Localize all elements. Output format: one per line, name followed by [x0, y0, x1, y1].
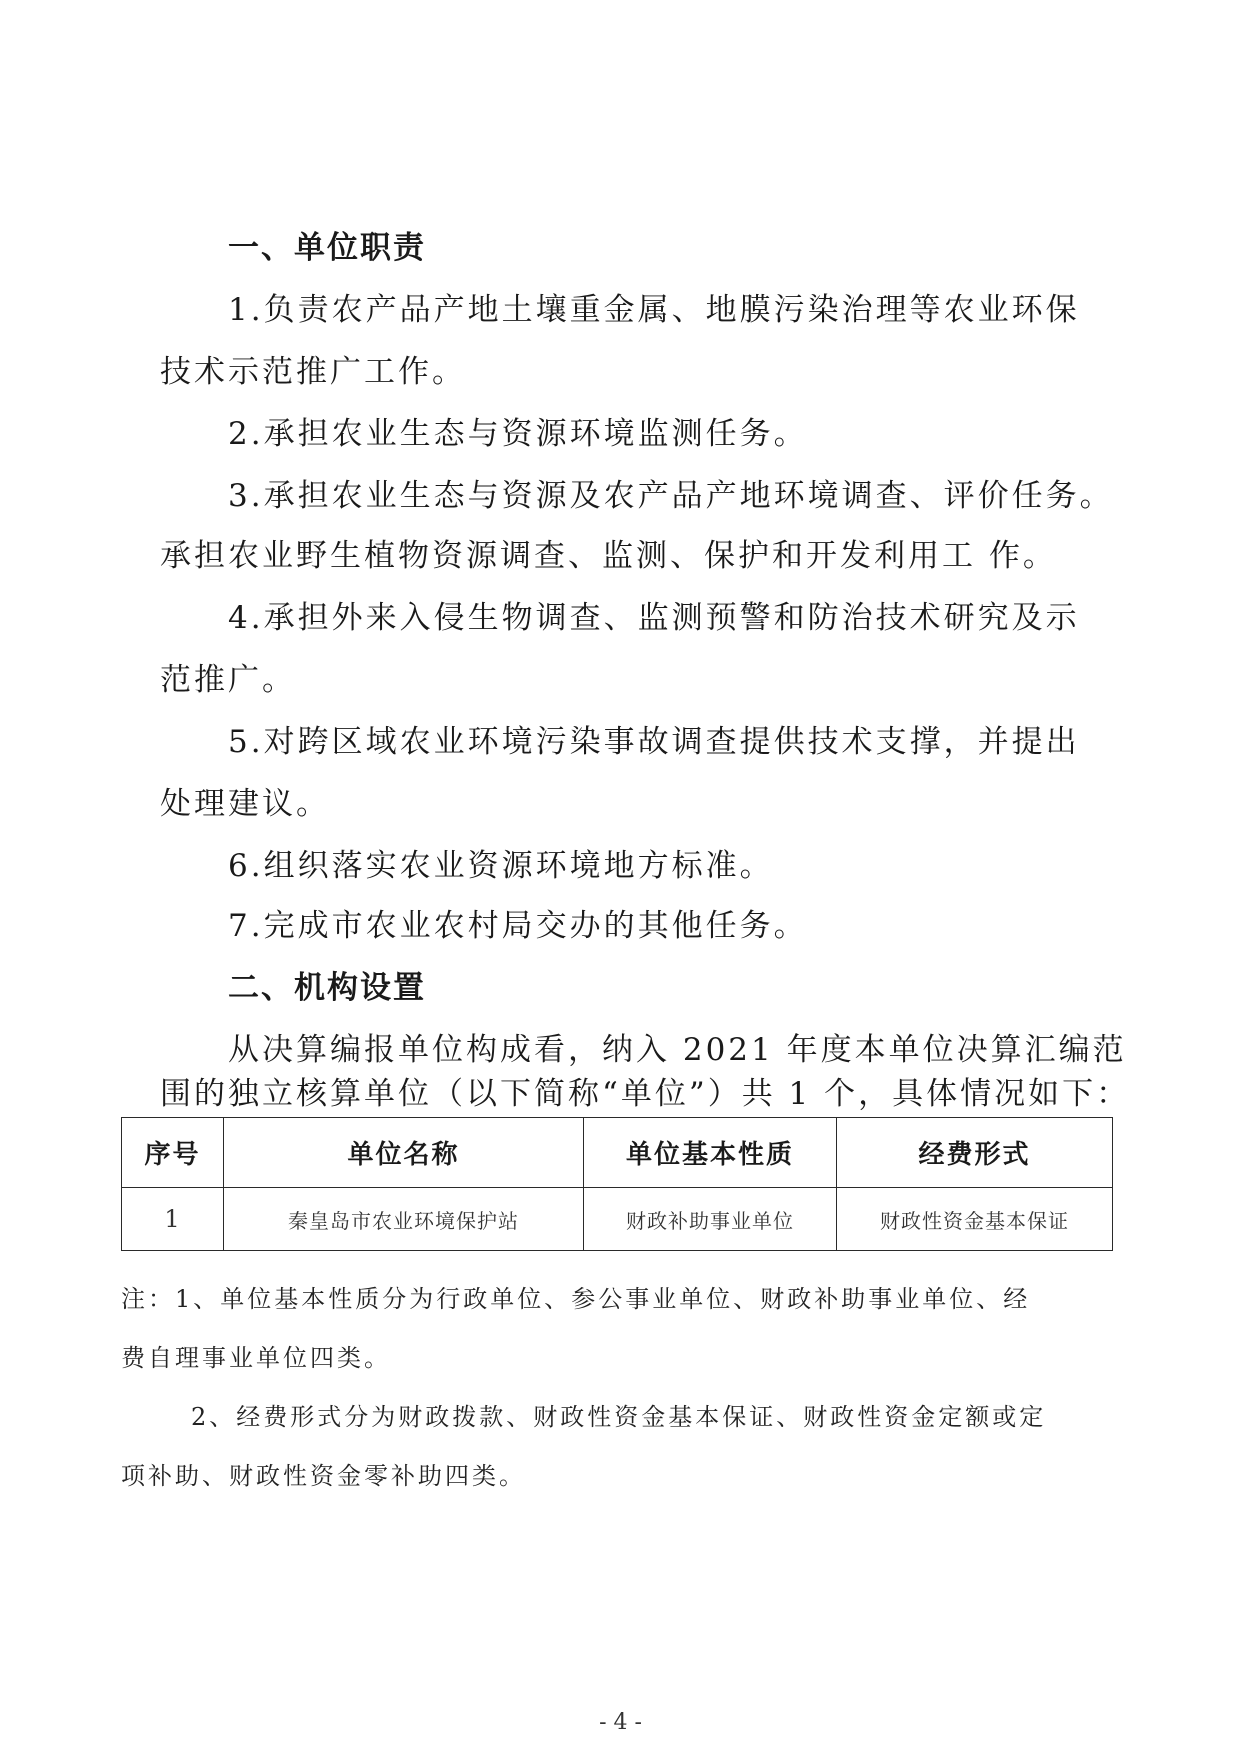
duty-item-2: 2.承担农业生态与资源环境监测任务。: [228, 416, 808, 452]
table-header-row: [122, 1118, 1113, 1188]
section-heading-duties: 一、单位职责: [228, 230, 426, 266]
duty-item-7: 7.完成市农业农村局交办的其他任务。: [228, 908, 808, 944]
note-2-line-1: 2、经费形式分为财政拨款、财政性资金基本保证、财政性资金定额或定: [191, 1403, 1047, 1431]
section-heading-organization: 二、机构设置: [228, 970, 426, 1006]
header-serial: 序号: [122, 1118, 224, 1188]
organization-intro-line-2: 围的独立核算单位（以下简称“单位”）共 1 个，具体情况如下：: [160, 1076, 1131, 1112]
page-number: - 4 -: [599, 1710, 642, 1735]
cell-serial: 1: [122, 1188, 224, 1251]
header-funding-form: 经费形式: [837, 1118, 1113, 1188]
note-2-line-2: 项补助、财政性资金零补助四类。: [121, 1462, 526, 1490]
cell-funding-form: 财政性资金基本保证: [837, 1188, 1113, 1251]
duty-item-1-line-1: 1.负责农产品产地土壤重金属、地膜污染治理等农业环保: [228, 292, 1080, 328]
duty-item-3-line-2: 承担农业野生植物资源调查、监测、保护和开发利用工 作。: [160, 538, 1057, 574]
header-unit-nature: 单位基本性质: [584, 1118, 837, 1188]
duty-item-1-line-2: 技术示范推广工作。: [160, 354, 466, 390]
cell-unit-name: 秦皇岛市农业环境保护站: [224, 1188, 584, 1251]
duty-item-5-line-2: 处理建议。: [160, 786, 330, 822]
duty-item-3-line-1: 3.承担农业生态与资源及农产品产地环境调查、评价任务。: [228, 478, 1114, 514]
table-row: [122, 1188, 1113, 1251]
duty-item-4-line-1: 4.承担外来入侵生物调查、监测预警和防治技术研究及示: [228, 600, 1080, 636]
duty-item-6: 6.组织落实农业资源环境地方标准。: [228, 848, 774, 884]
duty-item-4-line-2: 范推广。: [160, 662, 296, 698]
cell-unit-nature: 财政补助事业单位: [584, 1188, 837, 1251]
organization-intro-line-1: 从决算编报单位构成看，纳入 2021 年度本单位决算汇编范: [228, 1032, 1127, 1068]
header-unit-name: 单位名称: [224, 1118, 584, 1188]
note-1-line-2: 费自理事业单位四类。: [121, 1344, 391, 1372]
unit-table: [121, 1117, 1113, 1251]
note-1-line-1: 注：1、单位基本性质分为行政单位、参公事业单位、财政补助事业单位、经: [121, 1285, 1031, 1313]
duty-item-5-line-1: 5.对跨区域农业环境污染事故调查提供技术支撑，并提出: [228, 724, 1080, 760]
